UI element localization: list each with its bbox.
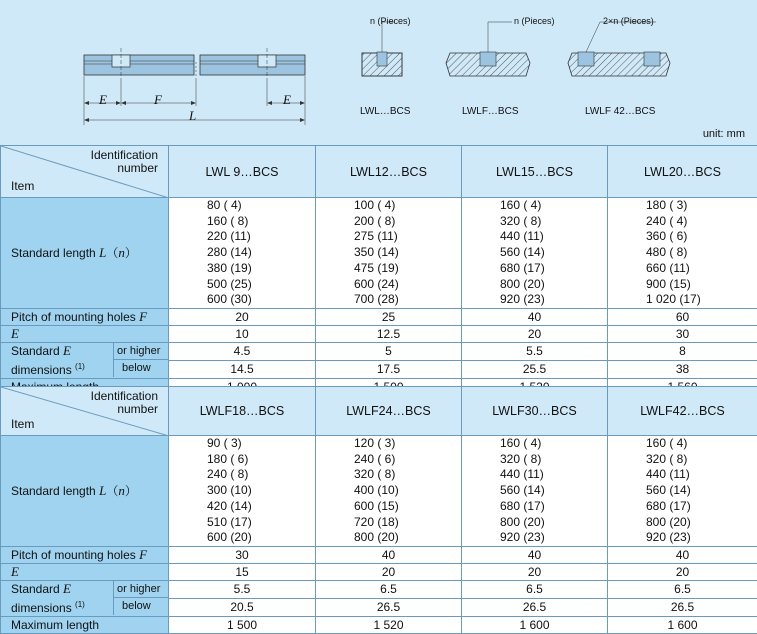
pieces-label-2: n (Pieces) <box>514 16 555 26</box>
label-lwlf42: LWLF 42…BCS <box>585 106 655 117</box>
std-length-value: 220 (11) <box>207 229 315 245</box>
column-header: LWL12…BCS <box>316 146 462 198</box>
table-cell: 14.5 <box>169 360 316 378</box>
table-cell: 40 <box>462 546 608 563</box>
std-length-value: 420 (14) <box>207 499 315 515</box>
std-length-value: 500 (25) <box>207 277 315 293</box>
std-length-value: 600 (20) <box>207 530 315 546</box>
std-length-value: 320 ( 8) <box>646 452 757 468</box>
table-row <box>1 580 757 598</box>
dim-f: F <box>154 92 162 108</box>
std-length-value: 80 ( 4) <box>207 198 315 214</box>
std-length-value: 100 ( 4) <box>354 198 461 214</box>
std-length-value: 680 (17) <box>646 499 757 515</box>
std-length-value: 360 ( 6) <box>646 229 757 245</box>
column-header: LWLF30…BCS <box>462 387 608 436</box>
std-length-value: 200 ( 8) <box>354 214 461 230</box>
dim-e-right: E <box>283 92 291 108</box>
item-header: Item <box>11 179 34 193</box>
std-length-value: 440 (11) <box>646 467 757 483</box>
std-length-value: 600 (24) <box>354 277 461 293</box>
std-length-cell <box>316 198 462 309</box>
std-length-value: 600 (15) <box>354 499 461 515</box>
table-cell: 30 <box>169 546 316 563</box>
table-cell: 20 <box>608 563 757 580</box>
table-row <box>1 308 757 325</box>
std-length-value: 560 (14) <box>500 483 607 499</box>
std-length-value: 380 (19) <box>207 261 315 277</box>
std-length-value: 680 (17) <box>500 261 607 277</box>
table-cell: 5.5 <box>462 342 608 360</box>
or-higher-label: or higher <box>113 581 169 598</box>
std-length-value: 160 ( 8) <box>207 214 315 230</box>
std-length-label: Standard length L（n） <box>1 436 169 547</box>
std-length-cell <box>462 436 608 547</box>
std-length-value: 240 ( 4) <box>646 214 757 230</box>
table-cell: 20 <box>462 563 608 580</box>
label-lwlf: LWLF…BCS <box>462 106 519 117</box>
table-cell: 20 <box>169 308 316 325</box>
table-cell: 26.5 <box>608 598 757 616</box>
lwlf-section <box>446 22 530 76</box>
table-cell: 40 <box>608 546 757 563</box>
item-header: Item <box>11 417 34 431</box>
table-cell: 1 520 <box>316 616 462 633</box>
table-cell: 40 <box>462 308 608 325</box>
column-header: LWLF18…BCS <box>169 387 316 436</box>
table-cell: 40 <box>316 546 462 563</box>
std-length-cell <box>608 198 757 309</box>
table-cell: 26.5 <box>316 598 462 616</box>
std-length-value: 280 (14) <box>207 245 315 261</box>
std-e-label: Standard E dimensions $^{(1)}$ or higher below <box>1 580 169 616</box>
std-length-value: 660 (11) <box>646 261 757 277</box>
unit-label: unit: mm <box>703 128 745 140</box>
rail-figure <box>0 0 757 145</box>
table-row <box>1 325 757 342</box>
table-cell: 15 <box>169 563 316 580</box>
std-length-value: 180 ( 6) <box>207 452 315 468</box>
table-row <box>1 563 757 580</box>
std-length-value: 800 (20) <box>354 530 461 546</box>
table-cell: 17.5 <box>316 360 462 378</box>
std-length-value: 560 (14) <box>646 483 757 499</box>
table-cell: 25.5 <box>462 360 608 378</box>
id-header: Identification number <box>78 390 158 416</box>
std-length-value: 180 ( 3) <box>646 198 757 214</box>
table-header-row <box>1 387 757 436</box>
std-length-value: 920 (23) <box>500 530 607 546</box>
spec-table-lwl <box>0 145 757 396</box>
table-row <box>1 436 757 547</box>
column-header: LWLF42…BCS <box>608 387 757 436</box>
std-length-value: 300 (10) <box>207 483 315 499</box>
std-e-label: Standard E dimensions $^{(1)}$ or higher below <box>1 342 169 378</box>
std-length-cell <box>462 198 608 309</box>
std-length-value: 90 ( 3) <box>207 436 315 452</box>
or-higher-label: or higher <box>113 343 169 360</box>
std-length-cell <box>169 436 316 547</box>
std-length-label: Standard length L（n） <box>1 198 169 309</box>
std-length-value: 240 ( 6) <box>354 452 461 468</box>
header-corner <box>1 387 169 436</box>
table-cell: 6.5 <box>316 580 462 598</box>
table-cell: 10 <box>169 325 316 342</box>
table-cell: 1 600 <box>462 616 608 633</box>
table-row <box>1 546 757 563</box>
table-cell: 6.5 <box>462 580 608 598</box>
pitch-label: Pitch of mounting holes F <box>1 308 169 325</box>
below-label: below <box>113 598 169 615</box>
std-length-value: 320 ( 8) <box>500 214 607 230</box>
std-length-value: 400 (10) <box>354 483 461 499</box>
table-cell: 20 <box>462 325 608 342</box>
table-cell: 1 600 <box>608 616 757 633</box>
pieces-label-1: n (Pieces) <box>370 16 411 26</box>
std-length-value: 920 (23) <box>646 530 757 546</box>
std-length-value: 800 (20) <box>500 277 607 293</box>
max-length-label: Maximum length <box>1 616 169 633</box>
table-cell: 12.5 <box>316 325 462 342</box>
table-cell: 5.5 <box>169 580 316 598</box>
std-length-value: 350 (14) <box>354 245 461 261</box>
std-length-value: 480 ( 8) <box>646 245 757 261</box>
std-length-value: 440 (11) <box>500 229 607 245</box>
pieces-label-3: 2×n (Pieces) <box>603 16 654 26</box>
std-length-value: 900 (15) <box>646 277 757 293</box>
std-length-value: 320 ( 8) <box>354 467 461 483</box>
table-cell: 25 <box>316 308 462 325</box>
id-header: Identification number <box>78 149 158 175</box>
column-header: LWL 9…BCS <box>169 146 316 198</box>
std-length-value: 560 (14) <box>500 245 607 261</box>
std-length-value: 800 (20) <box>646 515 757 531</box>
std-length-cell <box>316 436 462 547</box>
table-cell: 30 <box>608 325 757 342</box>
std-length-value: 920 (23) <box>500 292 607 308</box>
lwl-section <box>362 22 402 76</box>
table-cell: 20.5 <box>169 598 316 616</box>
column-header: LWLF24…BCS <box>316 387 462 436</box>
e-label: E <box>1 563 169 580</box>
table-header-row <box>1 146 757 198</box>
table-row <box>1 342 757 360</box>
spec-table-lwlf <box>0 386 757 634</box>
lwlf42-section <box>568 22 670 76</box>
column-header: LWL20…BCS <box>608 146 757 198</box>
std-length-value: 475 (19) <box>354 261 461 277</box>
std-length-value: 160 ( 4) <box>500 436 607 452</box>
below-label: below <box>113 360 169 377</box>
std-length-value: 600 (30) <box>207 292 315 308</box>
std-length-value: 440 (11) <box>500 467 607 483</box>
std-length-value: 720 (18) <box>354 515 461 531</box>
table-row <box>1 616 757 633</box>
dim-e-left: E <box>99 92 107 108</box>
std-length-value: 800 (20) <box>500 515 607 531</box>
table-cell: 1 500 <box>169 616 316 633</box>
std-length-cell <box>608 436 757 547</box>
std-length-value: 275 (11) <box>354 229 461 245</box>
table-cell: 60 <box>608 308 757 325</box>
table-cell: 20 <box>316 563 462 580</box>
table-cell: 5 <box>316 342 462 360</box>
std-length-cell <box>169 198 316 309</box>
std-length-value: 120 ( 3) <box>354 436 461 452</box>
table-cell: 26.5 <box>462 598 608 616</box>
std-length-value: 320 ( 8) <box>500 452 607 468</box>
table-cell: 4.5 <box>169 342 316 360</box>
std-length-value: 1 020 (17) <box>646 292 757 308</box>
table-row <box>1 198 757 309</box>
pitch-label: Pitch of mounting holes F <box>1 546 169 563</box>
std-length-value: 240 ( 8) <box>207 467 315 483</box>
table-cell: 6.5 <box>608 580 757 598</box>
column-header: LWL15…BCS <box>462 146 608 198</box>
e-label: E <box>1 325 169 342</box>
std-length-value: 160 ( 4) <box>500 198 607 214</box>
header-corner <box>1 146 169 198</box>
table-cell: 38 <box>608 360 757 378</box>
dim-l: L <box>189 108 196 124</box>
std-length-value: 160 ( 4) <box>646 436 757 452</box>
std-length-value: 680 (17) <box>500 499 607 515</box>
std-length-value: 700 (28) <box>354 292 461 308</box>
std-length-value: 510 (17) <box>207 515 315 531</box>
table-cell: 8 <box>608 342 757 360</box>
label-lwl: LWL…BCS <box>360 106 410 117</box>
